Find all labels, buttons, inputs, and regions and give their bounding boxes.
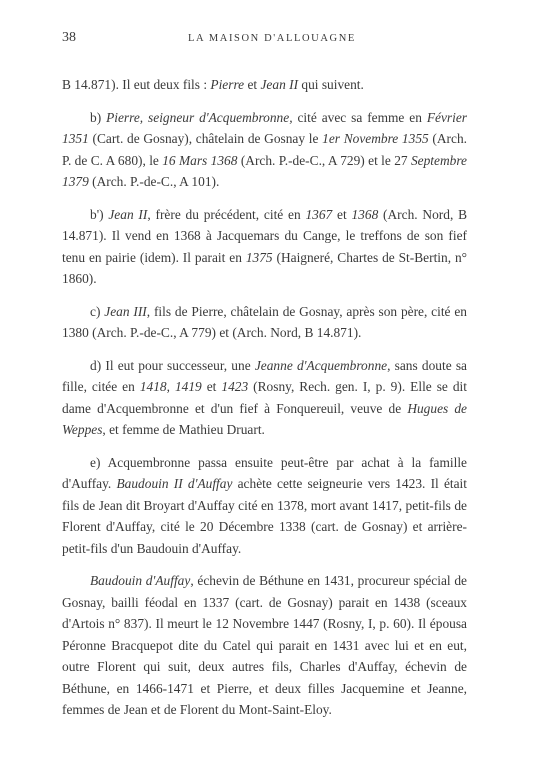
italic-text-run: 1419 [174,379,202,394]
paragraph-b-pierre [62,107,467,193]
page-header [62,30,467,52]
text-run: (Arch. Nord, B 14.871). Il vend en 1368 à Jacquemars du Cange, le treffons de son fief tenu en pairie (idem). Il parait en [62,206,468,265]
text-run: , fils de Pierre, châtelain de Gosnay, après son père, cité en 1380 (Arch. P.-de-C., A 779) et (Arch. Nord, B 14.871). [62,303,467,340]
text-run: c) [90,303,105,319]
italic-text-run: 1368 [351,206,379,222]
text-run: (Arch. P.-de-C., A 101). [88,174,220,189]
paragraph-b-prime-jean-ii [62,204,467,290]
italic-text-run: 16 Mars 1368 [162,152,238,168]
text-run: b') [90,206,109,222]
page-number: 38 [62,30,76,45]
text-run: cité avec sa femme en [292,109,427,125]
italic-text-run: Hugues de Weppes [62,400,468,437]
text-run: , échevin de Béthune en 1431, procureur spécial de Gosnay, bailli féodal en 1337 (cart. de Gosnay) parait en 1438 (sceaux d'Artois n° 837). Il meurt le 12 Novembre 1447 (Rosny, I, p. 60). Il épousa Péronne Bracquepot dite du Catel qui parait en 1431 avec lui et en eut, outre Florent qui suit, deux autres fils, Charles d'Auffay, échevin de Béthune, en 1466-1471 et Pierre, et deux filles Jacquemine et Jeanne, femmes de Jean et de Florent du Mont-Saint-Eloy. [62,573,467,717]
text-run: , sans doute sa fille, citée en [62,357,468,394]
text-run: b) [90,109,107,125]
text-run: (Rosny, Rech. gen. I, p. 9). Elle se dit dame d'Acquembronne et d'un fief à Fonquereuil, veuve de [62,379,468,416]
paragraph-c-jean-iii [62,301,467,344]
italic-text-run: Février 1351 [62,109,467,146]
text-run: B 14.871). Il eut deux fils : [62,77,211,92]
text-run: e) Acquembronne passa ensuite peut-être par achat à la famille d'Auffay. [62,454,467,491]
italic-text-run: Jean III [104,303,147,319]
text-run: (Arch. P. de C. A 680), le [62,131,467,168]
paragraph-continuation [62,74,467,96]
text-run: , [166,379,175,394]
text-run: achète cette seigneurie vers 1423. Il était fils de Jean dit Broyart d'Auffay cité en 1378, mort avant 1417, petit-fils de Florent d'Auffay, cité le 20 Décembre 1338 (cart. de Gosnay) et arrière-petit-fils d'un Baudouin d'Auffay. [62,476,467,556]
text-run: (Cart. de Gosnay), châtelain de Gosnay le [88,131,323,146]
italic-text-run: Jean II [108,206,148,222]
italic-text-run: Jean II [260,77,299,92]
italic-text-run: 1er Novembre 1355 [322,131,429,146]
text-run: (Arch. P.-de-C., A 729) et le 27 [237,152,411,168]
text-run: et [332,206,352,222]
paragraph-d-jeanne [62,355,467,441]
text-run: (Haigneré, Chartes de St-Bertin, n° 1860). [62,249,468,286]
text-run: et [201,379,222,394]
text-run: , frère du précédent, cité en [147,206,306,222]
italic-text-run: 1367 [305,206,333,222]
italic-text-run: Septembre 1379 [62,152,467,189]
paragraph-e-acquembronne [62,452,467,560]
text-run: et [244,77,261,92]
italic-text-run: Pierre [210,77,245,92]
italic-text-run: 1423 [221,379,249,394]
text-run: , et femme de Mathieu Druart. [102,422,265,437]
text-run: d) Il eut pour successeur, une [90,357,255,373]
paragraph-baudouin [62,570,467,721]
italic-text-run: 1375 [245,249,273,265]
italic-text-run: 1418 [139,379,167,394]
body-text [62,74,467,721]
text-run: qui suivent. [298,77,364,92]
italic-text-run: Baudouin d'Auffay [90,573,191,588]
italic-text-run: Pierre, seigneur d'Acquembronne, [106,109,293,125]
running-head: LA MAISON D'ALLOUAGNE [188,33,356,44]
italic-text-run: Jeanne d'Acquembronne [254,357,388,373]
italic-text-run: Baudouin II d'Auffay [116,476,233,491]
